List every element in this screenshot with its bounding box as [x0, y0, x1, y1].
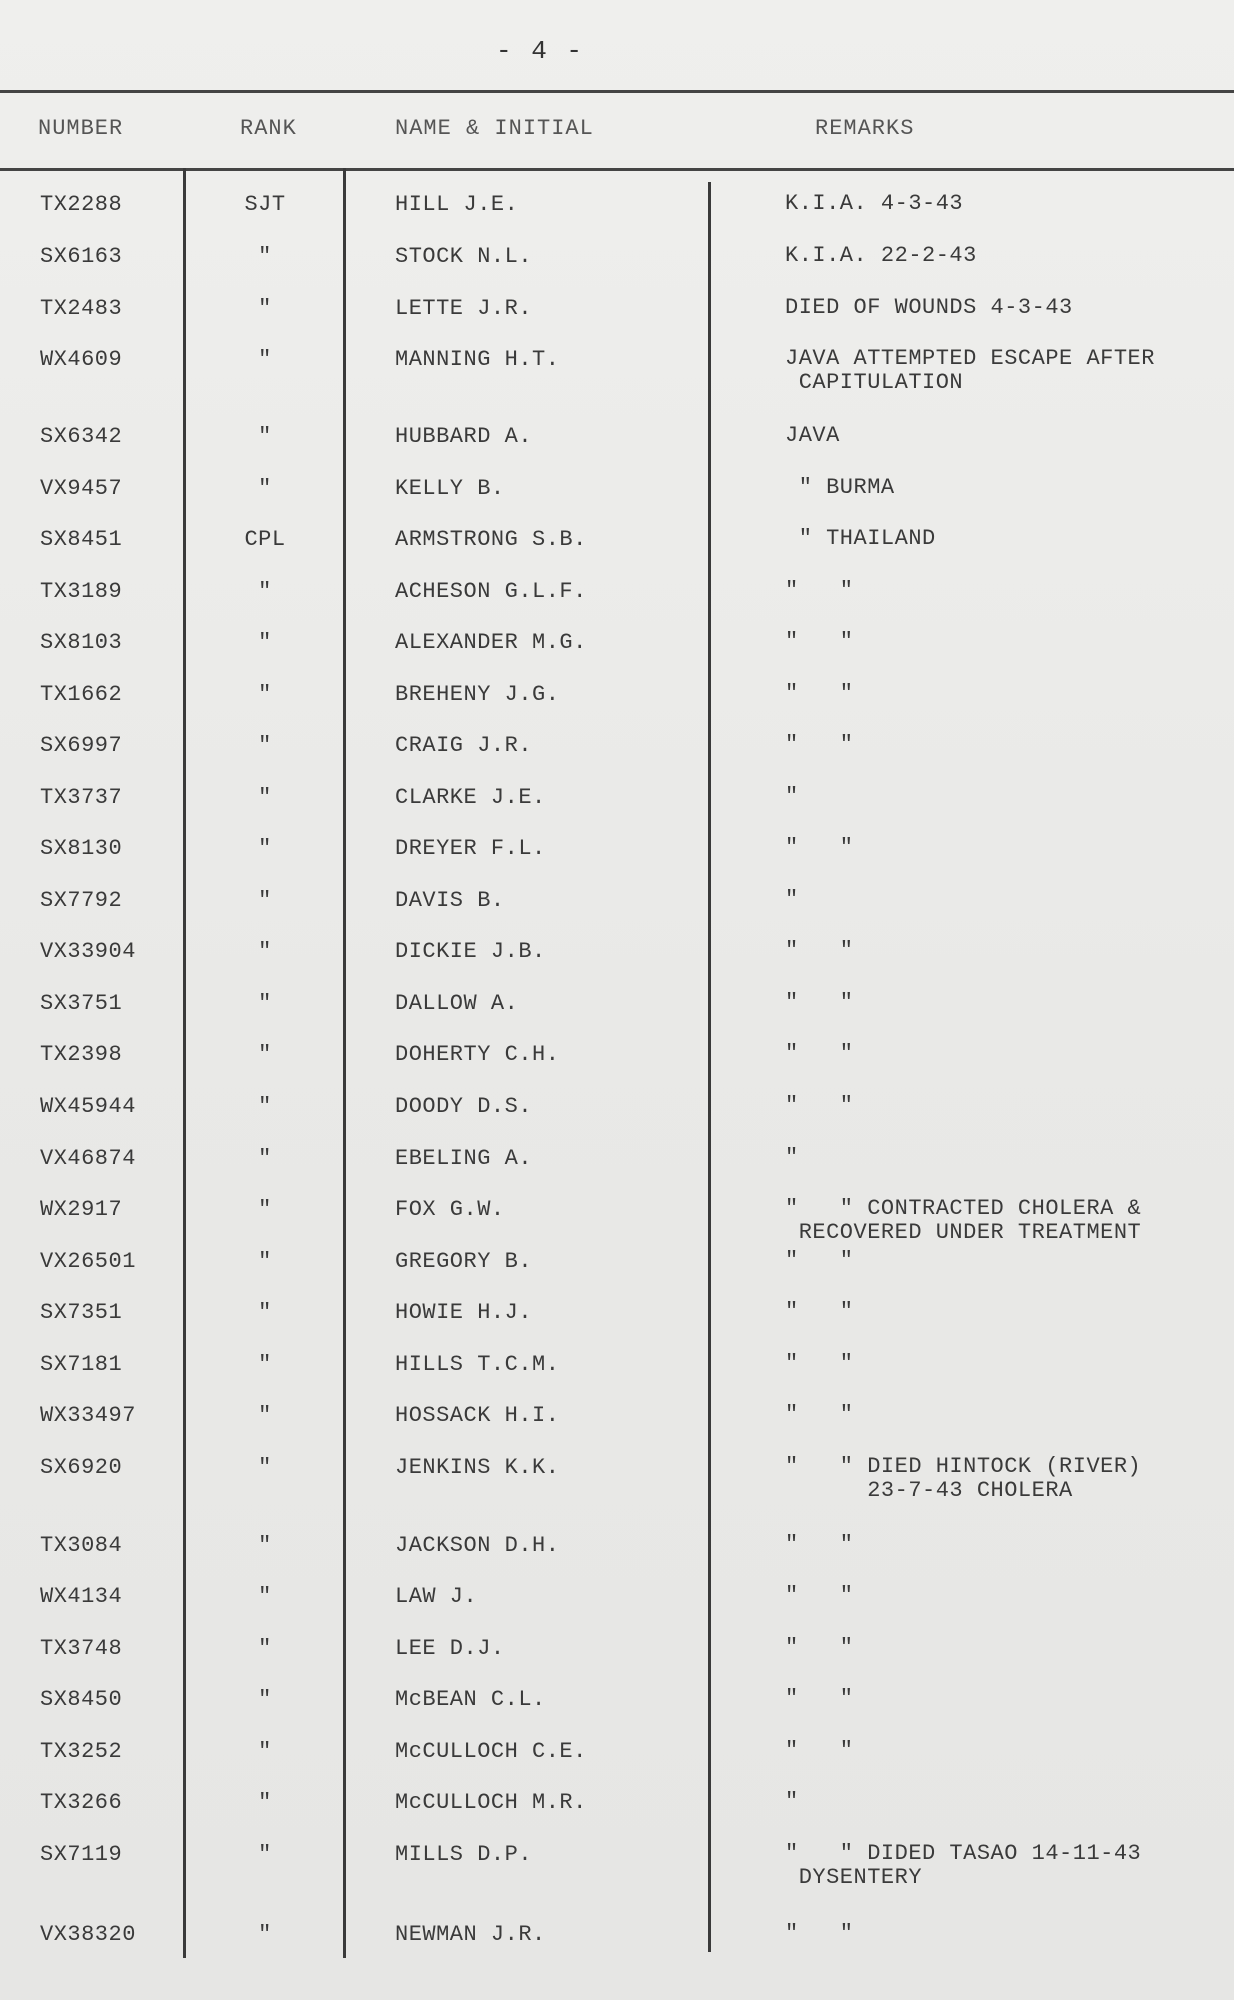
remarks-line: ": [785, 887, 799, 912]
rank: ": [258, 682, 272, 707]
rank: CPL: [244, 527, 286, 552]
remarks-line: " ": [785, 1635, 854, 1660]
table-row: [0, 1533, 1234, 1585]
remarks-line: ": [785, 1789, 799, 1814]
name-initial: CRAIG J.R.: [395, 733, 533, 758]
remarks: [785, 244, 977, 268]
remarks-line: JAVA: [785, 423, 840, 448]
remarks: [785, 1300, 854, 1324]
name-initial: DAVIS B.: [395, 888, 505, 913]
remarks: [785, 1042, 854, 1066]
service-number: SX3751: [40, 991, 123, 1016]
name-initial: GREGORY B.: [395, 1249, 533, 1274]
remarks: [785, 192, 963, 216]
remarks: [785, 1455, 1141, 1503]
rank: ": [258, 1842, 272, 1867]
remarks-line: " ": [785, 629, 854, 654]
remarks: [785, 1842, 1141, 1890]
service-number: VX46874: [40, 1146, 136, 1171]
table-row: [0, 888, 1234, 940]
name-initial: ALEXANDER M.G.: [395, 630, 587, 655]
remarks-line: " ": [785, 1738, 854, 1763]
table-row: [0, 1403, 1234, 1455]
remarks: [785, 1739, 854, 1763]
rank: ": [258, 1739, 272, 1764]
service-number: TX3084: [40, 1533, 123, 1558]
name-initial: McCULLOCH C.E.: [395, 1739, 587, 1764]
name-initial: MANNING H.T.: [395, 347, 560, 372]
table-row: [0, 1842, 1234, 1894]
table-row: [0, 424, 1234, 476]
table-row: [0, 1584, 1234, 1636]
table-row: [0, 1739, 1234, 1791]
remarks: [785, 1533, 854, 1557]
service-number: SX8130: [40, 836, 123, 861]
rank: ": [258, 1687, 272, 1712]
name-initial: ACHESON G.L.F.: [395, 579, 587, 604]
remarks-line: " BURMA: [785, 475, 895, 500]
remarks-line: 23-7-43 CHOLERA: [785, 1478, 1073, 1503]
name-initial: FOX G.W.: [395, 1197, 505, 1222]
table-row: [0, 1455, 1234, 1507]
rank: ": [258, 1584, 272, 1609]
table-row: [0, 1249, 1234, 1301]
name-initial: EBELING A.: [395, 1146, 533, 1171]
name-initial: DREYER F.L.: [395, 836, 546, 861]
remarks-line: " " DIDED TASAO 14-11-43: [785, 1841, 1142, 1866]
service-number: SX7181: [40, 1352, 123, 1377]
remarks: [785, 1094, 854, 1118]
remarks: [785, 1584, 854, 1608]
rank: ": [258, 1533, 272, 1558]
name-initial: HOSSACK H.I.: [395, 1403, 560, 1428]
name-initial: ARMSTRONG S.B.: [395, 527, 587, 552]
table-row: [0, 1687, 1234, 1739]
name-initial: McBEAN C.L.: [395, 1687, 546, 1712]
rank: ": [258, 244, 272, 269]
rank: ": [258, 1197, 272, 1222]
rank: ": [258, 836, 272, 861]
remarks: [785, 836, 854, 860]
rank: ": [258, 1403, 272, 1428]
table-row: [0, 785, 1234, 837]
rank: ": [258, 939, 272, 964]
table-row: [0, 836, 1234, 888]
service-number: TX3252: [40, 1739, 123, 1764]
remarks-line: K.I.A. 4-3-43: [785, 191, 964, 216]
name-initial: HOWIE H.J.: [395, 1300, 533, 1325]
rank: ": [258, 1146, 272, 1171]
table-row: [0, 296, 1234, 348]
remarks-line: " ": [785, 1532, 854, 1557]
rank: ": [258, 1790, 272, 1815]
header-remarks: REMARKS: [815, 116, 915, 141]
header-number: NUMBER: [38, 116, 124, 141]
remarks: [785, 296, 1073, 320]
remarks: [785, 991, 854, 1015]
header-name: NAME & INITIAL: [395, 116, 594, 141]
name-initial: BREHENY J.G.: [395, 682, 560, 707]
remarks: [785, 1790, 799, 1814]
rank: ": [258, 1636, 272, 1661]
remarks: [785, 579, 854, 603]
remarks-line: " " DIED HINTOCK (RIVER): [785, 1454, 1142, 1479]
rank: ": [258, 1922, 272, 1947]
name-initial: HILLS T.C.M.: [395, 1352, 560, 1377]
table-row: [0, 347, 1234, 399]
service-number: SX6163: [40, 244, 123, 269]
service-number: SX7792: [40, 888, 123, 913]
remarks-line: " ": [785, 732, 854, 757]
name-initial: DOHERTY C.H.: [395, 1042, 560, 1067]
service-number: SX8451: [40, 527, 123, 552]
name-initial: McCULLOCH M.R.: [395, 1790, 587, 1815]
remarks-line: " ": [785, 1093, 854, 1118]
service-number: SX6920: [40, 1455, 123, 1480]
remarks: [785, 347, 1155, 395]
rank: ": [258, 1094, 272, 1119]
service-number: SX7119: [40, 1842, 123, 1867]
service-number: VX9457: [40, 476, 123, 501]
table-row: [0, 630, 1234, 682]
service-number: SX6342: [40, 424, 123, 449]
service-number: SX6997: [40, 733, 123, 758]
service-number: TX3748: [40, 1636, 123, 1661]
remarks-line: K.I.A. 22-2-43: [785, 243, 977, 268]
remarks-line: JAVA ATTEMPTED ESCAPE AFTER: [785, 346, 1155, 371]
table-row: [0, 733, 1234, 785]
remarks-line: CAPITULATION: [785, 370, 964, 395]
remarks-line: " ": [785, 681, 854, 706]
rank: ": [258, 424, 272, 449]
remarks-line: DYSENTERY: [785, 1865, 923, 1890]
header-rank: RANK: [240, 116, 297, 141]
remarks-line: " ": [785, 990, 854, 1015]
table-row: [0, 244, 1234, 296]
name-initial: CLARKE J.E.: [395, 785, 546, 810]
remarks: [785, 888, 799, 912]
remarks: [785, 733, 854, 757]
table-row: [0, 682, 1234, 734]
table-row: [0, 1922, 1234, 1974]
service-number: TX3266: [40, 1790, 123, 1815]
rank: ": [258, 991, 272, 1016]
remarks-line: ": [785, 1145, 799, 1170]
service-number: WX2917: [40, 1197, 123, 1222]
remarks: [785, 527, 936, 551]
remarks: [785, 1687, 854, 1711]
remarks: [785, 476, 895, 500]
service-number: WX45944: [40, 1094, 136, 1119]
name-initial: STOCK N.L.: [395, 244, 533, 269]
remarks-line: " ": [785, 1583, 854, 1608]
table-row: [0, 476, 1234, 528]
remarks: [785, 1146, 799, 1170]
remarks: [785, 1922, 854, 1946]
rank: ": [258, 476, 272, 501]
remarks-line: " ": [785, 1402, 854, 1427]
service-number: WX33497: [40, 1403, 136, 1428]
table-row: [0, 1300, 1234, 1352]
remarks: [785, 1636, 854, 1660]
service-number: TX2398: [40, 1042, 123, 1067]
name-initial: LETTE J.R.: [395, 296, 533, 321]
table-row: [0, 1094, 1234, 1146]
name-initial: LEE D.J.: [395, 1636, 505, 1661]
service-number: VX38320: [40, 1922, 136, 1947]
remarks: [785, 1352, 854, 1376]
remarks: [785, 1197, 1141, 1245]
service-number: SX8450: [40, 1687, 123, 1712]
rank: ": [258, 1042, 272, 1067]
rank: ": [258, 1352, 272, 1377]
name-initial: MILLS D.P.: [395, 1842, 533, 1867]
service-number: TX3737: [40, 785, 123, 810]
service-number: VX26501: [40, 1249, 136, 1274]
service-number: SX7351: [40, 1300, 123, 1325]
remarks: [785, 424, 840, 448]
remarks-line: " " CONTRACTED CHOLERA &: [785, 1196, 1142, 1221]
remarks-line: " ": [785, 1041, 854, 1066]
remarks-line: DIED OF WOUNDS 4-3-43: [785, 295, 1073, 320]
service-number: SX8103: [40, 630, 123, 655]
name-initial: HUBBARD A.: [395, 424, 533, 449]
remarks-line: " ": [785, 1921, 854, 1946]
remarks-line: ": [785, 784, 799, 809]
table-row: [0, 1197, 1234, 1249]
name-initial: JENKINS K.K.: [395, 1455, 560, 1480]
table-row: [0, 939, 1234, 991]
rank: SJT: [244, 192, 286, 217]
remarks: [785, 939, 854, 963]
name-initial: DOODY D.S.: [395, 1094, 533, 1119]
remarks-line: " ": [785, 578, 854, 603]
service-number: TX2483: [40, 296, 123, 321]
top-rule: [0, 90, 1234, 93]
remarks: [785, 785, 799, 809]
remarks-line: " ": [785, 1351, 854, 1376]
rank: ": [258, 1249, 272, 1274]
rank: ": [258, 630, 272, 655]
remarks: [785, 682, 854, 706]
remarks-line: " THAILAND: [785, 526, 936, 551]
remarks: [785, 1249, 854, 1273]
remarks: [785, 630, 854, 654]
table-row: [0, 1146, 1234, 1198]
table-row: [0, 1636, 1234, 1688]
table-row: [0, 1352, 1234, 1404]
service-number: TX1662: [40, 682, 123, 707]
page-number: - 4 -: [495, 36, 584, 66]
name-initial: NEWMAN J.R.: [395, 1922, 546, 1947]
rank: ": [258, 888, 272, 913]
rank: ": [258, 1300, 272, 1325]
name-initial: HILL J.E.: [395, 192, 519, 217]
table-row: [0, 192, 1234, 244]
table-row: [0, 1042, 1234, 1094]
name-initial: DALLOW A.: [395, 991, 519, 1016]
rank: ": [258, 296, 272, 321]
name-initial: LAW J.: [395, 1584, 478, 1609]
rank: ": [258, 347, 272, 372]
table-row: [0, 991, 1234, 1043]
service-number: TX2288: [40, 192, 123, 217]
rank: ": [258, 733, 272, 758]
table-row: [0, 1790, 1234, 1842]
table-row: [0, 579, 1234, 631]
service-number: VX33904: [40, 939, 136, 964]
rank: ": [258, 785, 272, 810]
rank: ": [258, 1455, 272, 1480]
name-initial: KELLY B.: [395, 476, 505, 501]
service-number: WX4134: [40, 1584, 123, 1609]
service-number: WX4609: [40, 347, 123, 372]
name-initial: DICKIE J.B.: [395, 939, 546, 964]
remarks-line: " ": [785, 835, 854, 860]
remarks-line: " ": [785, 938, 854, 963]
remarks-line: RECOVERED UNDER TREATMENT: [785, 1220, 1142, 1245]
remarks-line: " ": [785, 1248, 854, 1273]
remarks-line: " ": [785, 1686, 854, 1711]
service-number: TX3189: [40, 579, 123, 604]
name-initial: JACKSON D.H.: [395, 1533, 560, 1558]
rank: ": [258, 579, 272, 604]
remarks: [785, 1403, 854, 1427]
table-row: [0, 527, 1234, 579]
remarks-line: " ": [785, 1299, 854, 1324]
